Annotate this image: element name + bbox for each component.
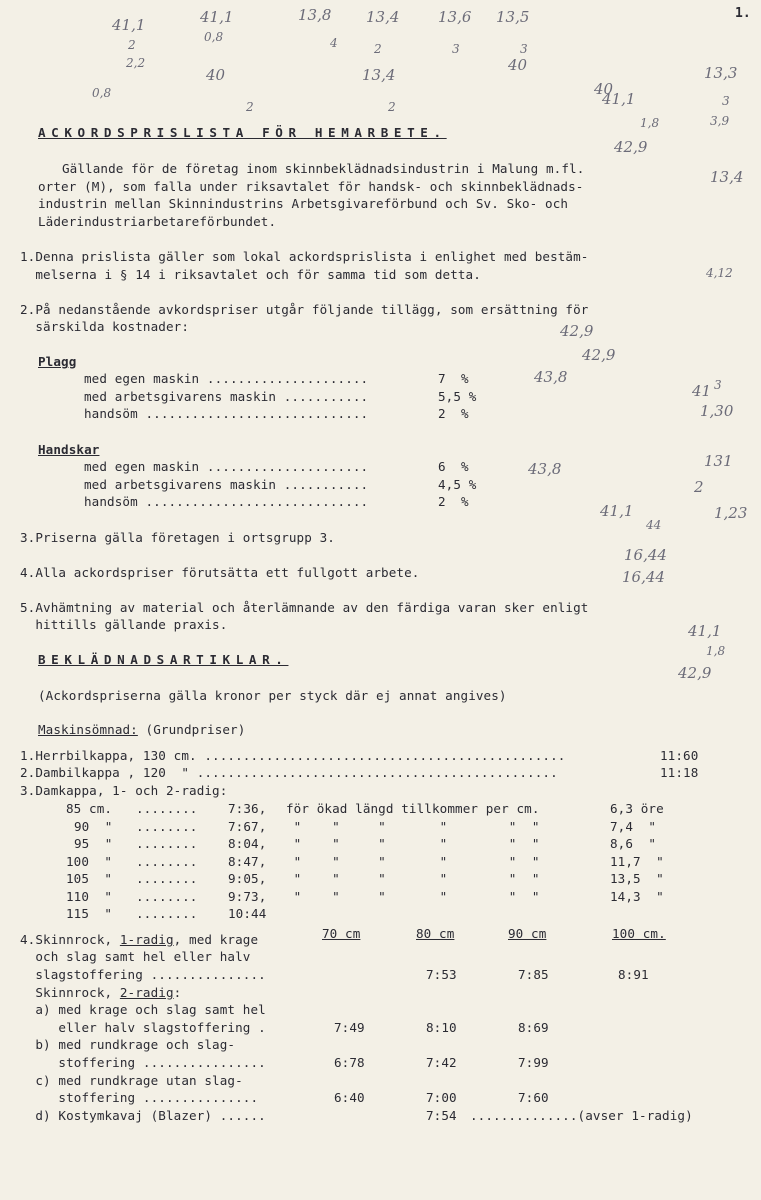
damkappa-note: " " " " " " xyxy=(286,818,540,834)
damkappa-size: 100 " xyxy=(66,853,113,869)
handwritten-note: 13,5 xyxy=(496,8,530,26)
price-80: 7:53 xyxy=(426,967,457,982)
price-80: 7:00 xyxy=(426,1090,457,1105)
damkappa-dots: ........ xyxy=(136,818,198,834)
skinnrock-variant: 1-radig xyxy=(119,932,174,947)
price-90: 7:99 xyxy=(518,1055,549,1070)
damkappa-price: 9:73, xyxy=(228,888,267,904)
option-a-line: a) med krage och slag samt hel xyxy=(20,1002,266,1017)
damkappa-dots: ........ xyxy=(136,801,198,816)
damkappa-size: 110 " xyxy=(66,888,113,904)
paragraph-2-line: 2.På nedanstående avkordspriser utgår följande tillägg, som ersättning för xyxy=(20,302,589,317)
document-title: ACKORDSPRISLISTA FÖR HEMARBETE. xyxy=(38,125,447,140)
damkappa-size: 115 " xyxy=(66,906,113,921)
handwritten-note: 2 xyxy=(694,478,704,496)
price-70: 6:40 xyxy=(334,1090,365,1105)
damkappa-dots: ........ xyxy=(136,871,198,886)
column-header-100: 100 cm. xyxy=(612,926,666,941)
damkappa-dots: ........ xyxy=(136,906,198,921)
damkappa-price: 9:05, xyxy=(228,871,267,886)
handwritten-note: 43,8 xyxy=(528,460,562,478)
handwritten-note: 2 xyxy=(246,100,254,114)
handwritten-note: 1,8 xyxy=(706,644,726,658)
column-header-70: 70 cm xyxy=(322,926,361,941)
option-d-line: d) Kostymkavaj (Blazer) ...... xyxy=(20,1108,266,1123)
damkappa-extra: 14,3 " xyxy=(610,888,664,904)
skinnrock-label: 4.Skinnrock, xyxy=(20,932,120,947)
skinnrock-line: slagstoffering ............... xyxy=(20,967,266,982)
plagg-row-value: 7 % xyxy=(438,371,469,386)
handskar-row-value: 4,5 % xyxy=(438,477,477,492)
handwritten-note: 13,3 xyxy=(704,64,738,82)
price-90: 7:85 xyxy=(518,967,549,982)
handwritten-note: 16,44 xyxy=(624,546,667,564)
option-c-line: stoffering ............... xyxy=(20,1090,259,1105)
damkappa-note: " " " " " " xyxy=(286,836,540,851)
handwritten-note: 41,1 xyxy=(688,622,722,640)
damkappa-size: 95 " xyxy=(74,836,113,851)
paragraph-3: 3.Priserna gälla företagen i ortsgrupp 3. xyxy=(20,530,335,545)
plagg-row-label: med egen maskin ..................... xyxy=(84,371,369,386)
damkappa-note: " " " " " " xyxy=(286,871,540,886)
intro-line: Läderindustriarbetareförbundet. xyxy=(38,214,277,229)
handwritten-note: 4 xyxy=(330,36,338,50)
option-d-note: ..............(avser 1-radig) xyxy=(470,1108,693,1123)
item-label: 2.Dambilkappa , 120 " ............................................... xyxy=(20,765,558,780)
price-100: 8:91 xyxy=(618,967,649,982)
damkappa-heading: 3.Damkappa, 1- och 2-radig: xyxy=(20,783,228,798)
damkappa-size: 105 " xyxy=(66,871,113,886)
plagg-row-label: handsöm ............................. xyxy=(84,406,369,421)
item-price: 11:18 xyxy=(660,765,699,780)
skinnrock-2radig-heading xyxy=(20,985,181,1001)
handwritten-note: 1,23 xyxy=(714,504,748,522)
handwritten-note: 3 xyxy=(714,378,722,392)
price-80: 7:42 xyxy=(426,1055,457,1070)
damkappa-price: 8:47, xyxy=(228,853,267,869)
option-b-line: b) med rundkrage och slag- xyxy=(20,1037,236,1052)
damkappa-extra: 6,3 öre xyxy=(610,801,664,816)
handwritten-note: 13,4 xyxy=(366,8,400,26)
damkappa-price: 7:36, xyxy=(228,801,267,816)
handwritten-note: 3 xyxy=(452,42,460,56)
damkappa-price: 8:04, xyxy=(228,836,267,851)
handwritten-note: 4,12 xyxy=(706,266,733,280)
skinnrock-variant: 2-radig xyxy=(119,985,174,1000)
option-c-line: c) med rundkrage utan slag- xyxy=(20,1073,243,1088)
damkappa-note: " " " " " " xyxy=(286,853,540,869)
damkappa-dots: ........ xyxy=(136,888,198,904)
paragraph-2-line: särskilda kostnader: xyxy=(20,319,190,334)
handwritten-note: 41,1 xyxy=(602,90,636,108)
handwritten-note: 2,2 xyxy=(126,56,146,70)
damkappa-size: 90 " xyxy=(74,818,113,834)
handwritten-note: 0,8 xyxy=(92,86,112,100)
damkappa-note: " " " " " " xyxy=(286,888,540,904)
handskar-row-label: handsöm ............................. xyxy=(84,494,369,509)
damkappa-size: 85 cm. xyxy=(66,801,113,816)
handwritten-note: 42,9 xyxy=(678,664,712,682)
maskin-heading: Maskinsömnad: xyxy=(38,722,138,737)
handwritten-note: 0,8 xyxy=(204,30,224,44)
maskin-heading-wrap xyxy=(38,722,245,738)
paragraph-5-line: 5.Avhämtning av material och återlämnande av den färdiga varan sker enligt xyxy=(20,600,589,615)
skinnrock-heading xyxy=(20,932,258,948)
handwritten-note: 1,30 xyxy=(700,402,734,420)
maskin-subheading: (Grundpriser) xyxy=(137,722,246,737)
plagg-row-value: 5,5 % xyxy=(438,389,477,404)
handwritten-note: 42,9 xyxy=(614,138,648,156)
price-90: 8:69 xyxy=(518,1020,549,1035)
handskar-row-label: med arbetsgivarens maskin ........... xyxy=(84,477,369,492)
paragraph-1-line: melserna i § 14 i riksavtalet och för samma tid som detta. xyxy=(20,267,481,282)
handwritten-note: 42,9 xyxy=(582,346,616,364)
item-label: 1.Herrbilkappa, 130 cm. ............................................... xyxy=(20,748,566,763)
paragraph-4: 4.Alla ackordspriser förutsätta ett fullgott arbete. xyxy=(20,565,420,580)
handwritten-note: 41,1 xyxy=(112,16,146,34)
handwritten-note: 43,8 xyxy=(534,368,568,386)
column-header-90: 90 cm xyxy=(508,926,547,941)
handwritten-note: 3,9 xyxy=(710,114,730,128)
item-price: 11:60 xyxy=(660,748,699,763)
handwritten-note: 41,1 xyxy=(600,502,634,520)
price-80: 8:10 xyxy=(426,1020,457,1035)
handwritten-note: 3 xyxy=(722,94,730,108)
handwritten-note: 1,8 xyxy=(640,116,660,130)
intro-line: industrin mellan Skinnindustrins Arbetsgivareförbund och Sv. Sko- och xyxy=(38,196,569,211)
skinnrock-rest: : xyxy=(173,985,182,1000)
paragraph-1-line: 1.Denna prislista gäller som lokal ackordsprislista i enlighet med bestäm- xyxy=(20,249,589,264)
intro-line: Gällande för de företag inom skinnbeklädnadsindustrin i Malung m.fl. xyxy=(62,161,585,176)
handwritten-note: 41,1 xyxy=(200,8,234,26)
damkappa-price: 10:44 xyxy=(228,906,267,921)
handwritten-note: 2 xyxy=(388,100,396,114)
handwritten-note: 41 xyxy=(692,382,712,400)
option-b-line: stoffering ................ xyxy=(20,1055,266,1070)
handwritten-note: 42,9 xyxy=(560,322,594,340)
handskar-heading: Handskar xyxy=(38,442,100,457)
handwritten-note: 13,6 xyxy=(438,8,472,26)
section-title: BEKLÄDNADSARTIKLAR. xyxy=(38,652,289,667)
damkappa-dots: ........ xyxy=(136,836,198,851)
handskar-row-label: med egen maskin ..................... xyxy=(84,459,369,474)
damkappa-extra: 11,7 " xyxy=(610,853,664,869)
page-number: 1. xyxy=(735,6,751,21)
skinnrock-label: Skinnrock, xyxy=(20,985,120,1000)
handwritten-note: 16,44 xyxy=(622,568,665,586)
handwritten-note: 13,8 xyxy=(298,6,332,24)
handwritten-note: 13,4 xyxy=(710,168,744,186)
handwritten-note: 131 xyxy=(704,452,733,470)
plagg-heading: Plagg xyxy=(38,354,77,369)
handwritten-note: 40 xyxy=(508,56,528,74)
handwritten-note: 13,4 xyxy=(362,66,396,84)
damkappa-note: för ökad längd tillkommer per cm. xyxy=(286,801,540,816)
handwritten-note: 40 xyxy=(594,80,614,98)
damkappa-extra: 8,6 " xyxy=(610,836,657,851)
price-70: 6:78 xyxy=(334,1055,365,1070)
handwritten-note: 2 xyxy=(374,42,382,56)
handwritten-note: 40 xyxy=(206,66,226,84)
damkappa-extra: 7,4 " xyxy=(610,818,657,834)
handskar-row-value: 6 % xyxy=(438,459,469,474)
damkappa-price: 7:67, xyxy=(228,818,267,834)
plagg-row-label: med arbetsgivarens maskin ........... xyxy=(84,389,369,404)
handwritten-note: 3 xyxy=(520,42,528,56)
skinnrock-rest: , med krage xyxy=(173,932,259,947)
handskar-row-value: 2 % xyxy=(438,494,469,509)
skinnrock-line: och slag samt hel eller halv xyxy=(20,949,251,964)
section-note: (Ackordspriserna gälla kronor per styck där ej annat angives) xyxy=(38,688,507,703)
handwritten-note: 44 xyxy=(646,518,662,532)
damkappa-extra: 13,5 " xyxy=(610,871,664,886)
price-70: 7:49 xyxy=(334,1020,365,1035)
price-90: 7:60 xyxy=(518,1090,549,1105)
option-a-line: eller halv slagstoffering . xyxy=(20,1020,266,1035)
paragraph-5-line: hittills gällande praxis. xyxy=(20,617,228,632)
plagg-row-value: 2 % xyxy=(438,406,469,421)
column-header-80: 80 cm xyxy=(416,926,455,941)
price-80: 7:54 xyxy=(426,1108,457,1123)
intro-line: orter (M), som falla under riksavtalet för handsk- och skinnbeklädnads- xyxy=(38,179,584,194)
handwritten-note: 2 xyxy=(128,38,136,52)
damkappa-dots: ........ xyxy=(136,853,198,869)
